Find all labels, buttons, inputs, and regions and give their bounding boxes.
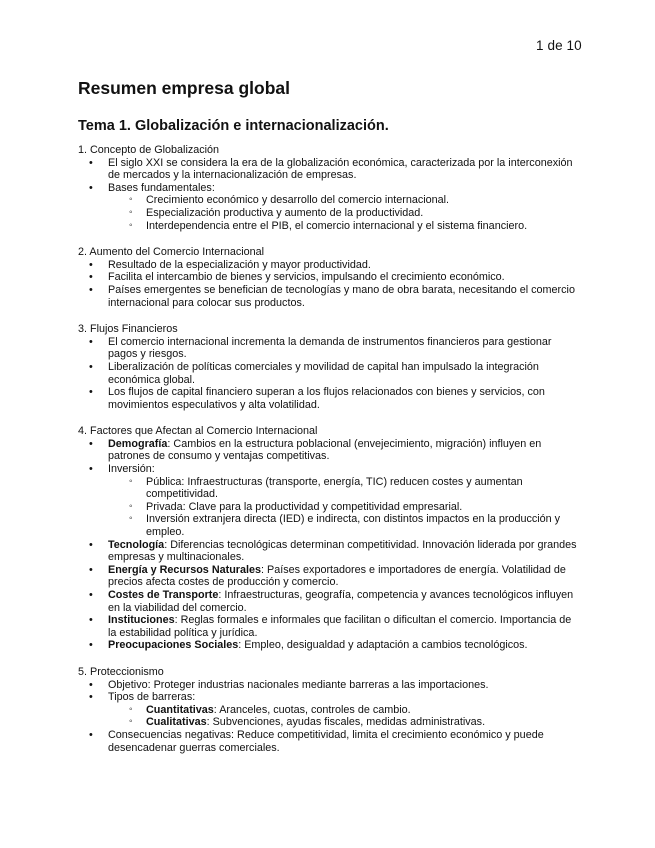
bullet-item (108, 564, 578, 589)
item-text: : Subvenciones, ayudas fiscales, medidas administrativas. (206, 716, 486, 729)
item-text: Interdependencia entre el PIB, el comercio internacional y el sistema financiero. (146, 219, 528, 232)
bullet-item (108, 463, 578, 539)
sub-bullet-item (146, 220, 578, 233)
bullet-item (108, 639, 578, 652)
bold-term: Tecnología (108, 538, 165, 551)
bold-term: Cuantitativas (146, 703, 214, 716)
item-text: : Empleo, desigualdad y adaptación a cambios tecnológicos. (238, 639, 528, 652)
document-body (78, 144, 578, 768)
section-heading: 1. Concepto de Globalización (78, 144, 220, 156)
sub-bullet-item (146, 716, 578, 729)
item-text: : Infraestructuras, geografía, competencia y avances tecnológicos influyen en la viabilidad del comercio. (108, 589, 574, 614)
item-text: El siglo XXI se considera la era de la globalización económica, caracterizada por la interconexión de mercados y la internacionalización de empresas. (108, 156, 573, 182)
item-text: : Cambios en la estructura poblacional (envejecimiento, migración) influyen en patrones de consumo y ventajas competitivas. (108, 437, 542, 463)
item-text: Liberalización de políticas comerciales y movilidad de capital han impulsado la integración económica global. (108, 360, 539, 386)
bold-term: Costes de Transporte (108, 589, 219, 601)
section (78, 246, 578, 309)
section (78, 323, 578, 411)
item-text: Bases fundamentales: (108, 181, 215, 194)
section-heading: 5. Proteccionismo (78, 665, 164, 678)
bullet-item (108, 259, 578, 272)
bold-term: Cualitativas (146, 716, 207, 729)
bullet-item (108, 361, 578, 386)
item-text: Objetivo: Proteger industrias nacionales mediante barreras a las importaciones. (108, 678, 489, 691)
bold-term: Preocupaciones Sociales (108, 639, 239, 652)
bold-term: Demografía (108, 437, 168, 450)
section (78, 666, 578, 754)
section-heading: 3. Flujos Financieros (78, 323, 178, 336)
bullet-list (78, 259, 578, 309)
sub-bullet-list (108, 194, 578, 232)
sub-bullet-item (146, 476, 578, 501)
bullet-item (108, 438, 578, 463)
sub-bullet-item (146, 704, 578, 717)
item-text: : Diferencias tecnológicas determinan competitividad. Innovación liderada por grandes empresas y multinacionales. (108, 538, 577, 564)
bullet-item (108, 679, 578, 692)
item-text: Inversión extranjera directa (IED) e indirecta, con distintos impactos en la producción y empleo. (146, 513, 561, 539)
sub-bullet-item (146, 501, 578, 514)
sub-bullet-item (146, 194, 578, 207)
bullet-item (108, 386, 578, 411)
sub-bullet-item (146, 207, 578, 220)
item-text: Inversión: (108, 463, 155, 476)
bullet-item (108, 539, 578, 564)
bullet-list (78, 438, 578, 652)
bullet-list (78, 679, 578, 755)
item-text: El comercio internacional incrementa la demanda de instrumentos financieros para gestionar pagos y riesgos. (108, 335, 552, 361)
bullet-item (108, 691, 578, 729)
document-title: Resumen empresa global (78, 78, 291, 98)
bullet-item (108, 614, 578, 639)
item-text: Pública: Infraestructuras (transporte, energía, TIC) reducen costes y aumentan competitividad. (146, 475, 523, 501)
item-text: : Países exportadores e importadores de energía. Volatilidad de precios afecta costes de producción y comercio. (108, 563, 566, 589)
bullet-item (108, 336, 578, 361)
sub-bullet-item (146, 513, 578, 538)
bullet-list (78, 336, 578, 412)
item-text: Privada: Clave para la productividad y competitividad empresarial. (146, 500, 463, 513)
item-text: Países emergentes se benefician de tecnologías y mano de obra barata, necesitando el comercio internacional para colocar sus productos. (108, 283, 575, 309)
bold-term: Instituciones (108, 614, 175, 627)
item-text: : Reglas formales e informales que facilitan o dificultan el comercio. Importancia de la estabilidad política y jurídica. (108, 614, 572, 639)
bullet-item (108, 729, 578, 754)
bullet-item (108, 271, 578, 284)
item-text: Resultado de la especialización y mayor productividad. (108, 258, 371, 271)
page-number: 1 de 10 (536, 38, 582, 53)
item-text: Crecimiento económico y desarrollo del comercio internacional. (146, 194, 450, 207)
sub-bullet-list (108, 704, 578, 729)
item-text: Facilita el intercambio de bienes y servicios, impulsando el crecimiento económico. (108, 271, 505, 284)
topic-title: Tema 1. Globalización e internacionalización. (78, 118, 389, 134)
bullet-item (108, 182, 578, 232)
section (78, 144, 578, 232)
item-text: Los flujos de capital financiero superan a los flujos relacionados con bienes y servicios, con movimientos especulativos y alta volatilidad. (108, 386, 545, 411)
section (78, 425, 578, 652)
item-text: Especialización productiva y aumento de la productividad. (146, 206, 424, 219)
section-heading: 2. Aumento del Comercio Internacional (78, 246, 265, 259)
bullet-item (108, 157, 578, 182)
section-heading: 4. Factores que Afectan al Comercio Internacional (78, 425, 318, 438)
bold-term: Energía y Recursos Naturales (108, 563, 262, 576)
bullet-item (108, 589, 578, 614)
bullet-item (108, 284, 578, 309)
item-text: Consecuencias negativas: Reduce competitividad, limita el crecimiento económico y puede desencadenar guerras comerciales. (108, 728, 544, 754)
item-text: : Aranceles, cuotas, controles de cambio. (213, 703, 411, 716)
item-text: Tipos de barreras: (108, 691, 196, 704)
bullet-list (78, 157, 578, 233)
sub-bullet-list (108, 476, 578, 539)
